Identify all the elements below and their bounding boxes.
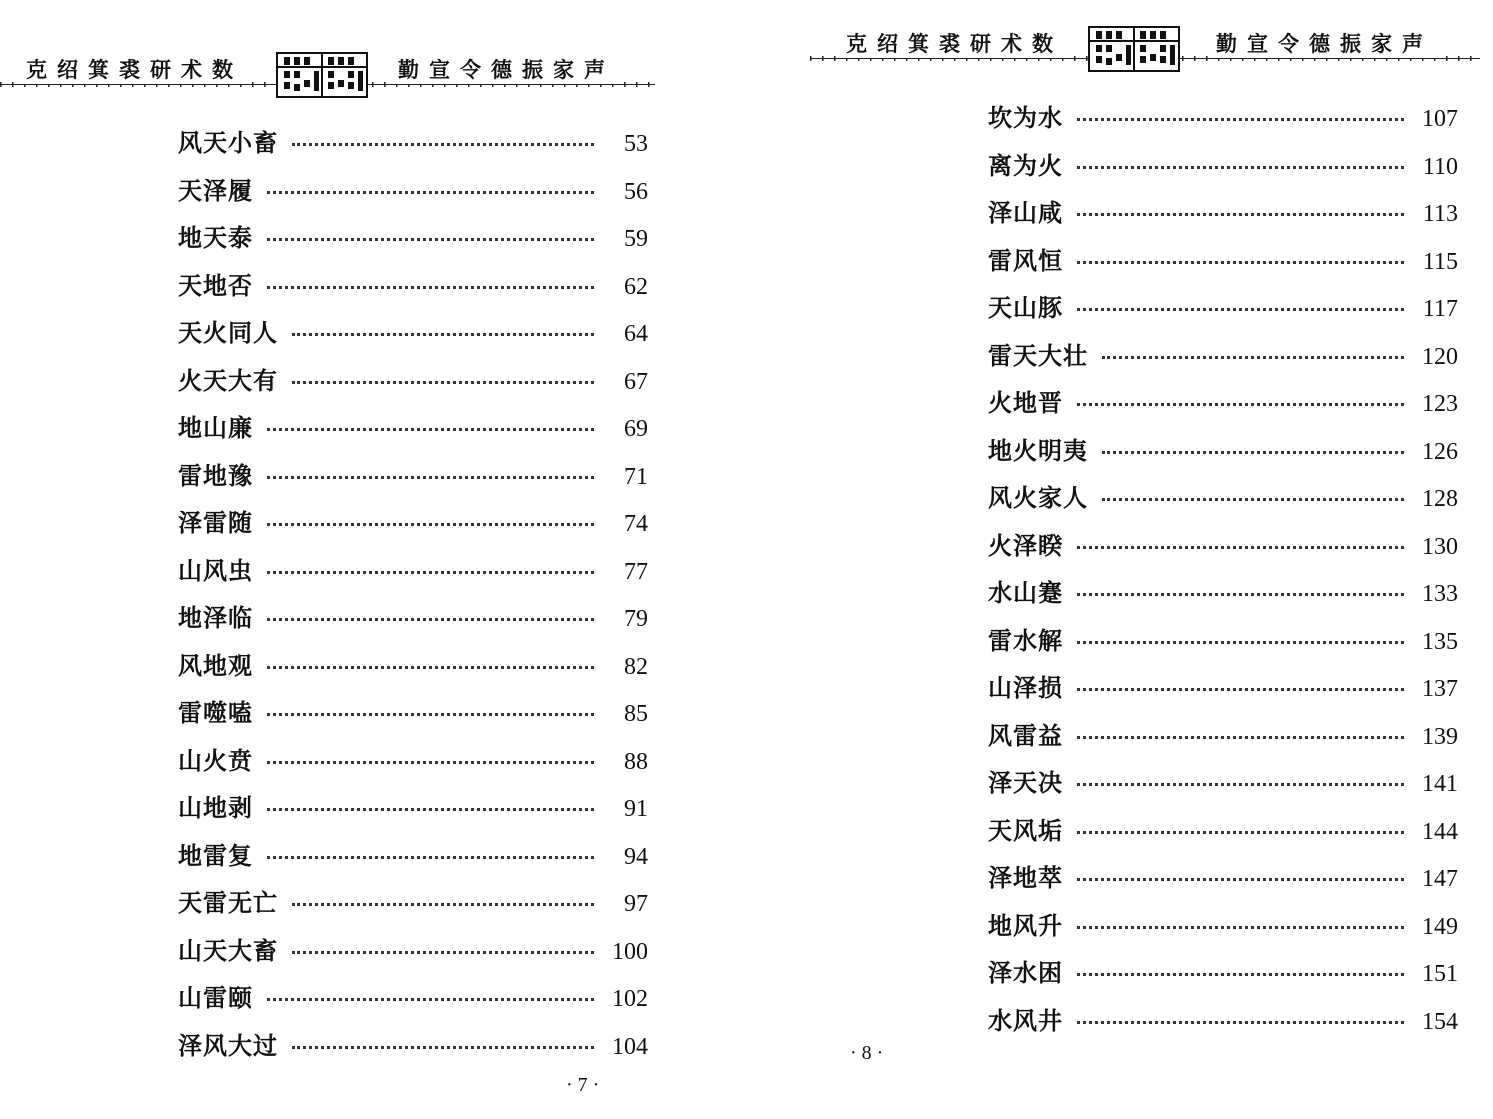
toc-entry xyxy=(988,238,1458,286)
toc-entry-title: 风火家人 xyxy=(988,484,1088,512)
toc-entry-title: 火泽睽 xyxy=(988,531,1063,560)
dot-leader xyxy=(1077,308,1404,311)
dot-leader xyxy=(292,1046,594,1049)
dot-leader xyxy=(267,618,594,621)
toc-entry-title: 地山廉 xyxy=(178,414,253,442)
toc-entry xyxy=(178,738,648,786)
toc-entry-title: 山地剥 xyxy=(178,794,253,822)
toc-entry xyxy=(178,975,648,1023)
toc-entry xyxy=(178,500,648,548)
dot-leader xyxy=(1077,166,1404,169)
toc-entry xyxy=(988,380,1458,428)
toc-entry-title: 雷风恒 xyxy=(988,246,1063,275)
toc-entry-title: 泽雷随 xyxy=(178,509,253,537)
toc-entry xyxy=(178,120,648,168)
dot-leader xyxy=(267,476,594,479)
page-number: · 7 · xyxy=(566,1074,600,1096)
toc-entry-title: 水风井 xyxy=(988,1006,1063,1035)
toc-entry-title: 山风虫 xyxy=(178,556,253,585)
running-header xyxy=(810,22,1480,82)
toc-entry xyxy=(988,523,1458,571)
toc-entry-page: 56 xyxy=(624,178,648,205)
header-motto-left: 克绍箕裘研术数 xyxy=(22,54,247,84)
dot-leader xyxy=(267,571,594,574)
toc-entry xyxy=(988,143,1458,191)
toc-entry-title: 泽风大过 xyxy=(178,1031,278,1060)
toc-entry-title: 天雷无亡 xyxy=(178,889,278,917)
toc-entry xyxy=(178,643,648,691)
toc-entry-title: 地风升 xyxy=(988,911,1063,940)
toc-entry-title: 泽天决 xyxy=(988,769,1063,797)
toc-entry xyxy=(988,618,1458,666)
toc-entry-title: 山雷颐 xyxy=(178,984,253,1012)
dot-leader xyxy=(1102,356,1404,359)
toc-entry-page: 154 xyxy=(1422,1008,1458,1035)
toc-entry-page: 82 xyxy=(624,653,648,680)
toc-entry-page: 67 xyxy=(624,368,648,395)
abacus-icon xyxy=(1088,26,1180,72)
toc-entry xyxy=(178,263,648,311)
toc-entry-page: 88 xyxy=(624,748,648,775)
table-of-contents xyxy=(988,95,1458,1045)
toc-entry-page: 59 xyxy=(624,226,648,252)
dot-leader xyxy=(1077,641,1404,644)
dot-leader xyxy=(292,951,594,954)
toc-entry-title: 山天大畜 xyxy=(178,936,278,965)
toc-entry-title: 山火贲 xyxy=(178,746,253,775)
toc-entry-title: 火天大有 xyxy=(178,366,278,395)
dot-leader xyxy=(1102,451,1404,454)
toc-entry xyxy=(988,760,1458,808)
header-motto-right: 勤宣令德振家声 xyxy=(394,54,619,84)
right-page xyxy=(755,0,1493,1119)
toc-entry-title: 天泽履 xyxy=(178,176,253,205)
toc-entry-title: 雷噬嗑 xyxy=(178,699,253,727)
header-motto-left: 克绍箕裘研术数 xyxy=(842,28,1067,58)
toc-entry-page: 91 xyxy=(624,796,648,822)
toc-entry xyxy=(988,475,1458,523)
dot-leader xyxy=(292,143,594,146)
toc-entry-title: 天风垢 xyxy=(988,816,1063,845)
toc-entry-page: 144 xyxy=(1422,818,1458,845)
toc-entry-page: 62 xyxy=(624,273,648,300)
toc-entry-page: 120 xyxy=(1422,343,1458,370)
toc-entry-page: 97 xyxy=(624,891,648,917)
dot-leader xyxy=(1077,261,1404,264)
toc-entry xyxy=(178,215,648,263)
toc-entry-title: 雷天大壮 xyxy=(988,341,1088,370)
header-motto-right: 勤宣令德振家声 xyxy=(1212,28,1437,58)
dot-leader xyxy=(267,428,594,431)
toc-entry xyxy=(988,903,1458,951)
table-of-contents xyxy=(178,120,648,1070)
toc-entry-page: 135 xyxy=(1422,628,1458,655)
dot-leader xyxy=(1102,498,1404,501)
dot-leader xyxy=(267,238,594,241)
toc-entry-title: 地泽临 xyxy=(178,604,253,632)
toc-entry xyxy=(988,333,1458,381)
toc-entry-page: 107 xyxy=(1422,106,1458,132)
toc-entry-page: 126 xyxy=(1422,438,1458,465)
left-page xyxy=(0,0,740,1119)
toc-entry-title: 天火同人 xyxy=(178,319,278,347)
toc-entry-page: 102 xyxy=(612,986,648,1012)
dot-leader xyxy=(267,523,594,526)
toc-entry xyxy=(178,548,648,596)
toc-entry-page: 104 xyxy=(612,1033,648,1060)
toc-entry-title: 地雷复 xyxy=(178,841,253,870)
toc-entry-title: 地火明夷 xyxy=(988,436,1088,465)
toc-entry-title: 雷地豫 xyxy=(178,461,253,490)
toc-entry-page: 77 xyxy=(624,558,648,585)
dot-leader xyxy=(292,903,594,906)
dot-leader xyxy=(1077,973,1404,976)
dot-leader xyxy=(267,808,594,811)
toc-entry-title: 泽山咸 xyxy=(988,199,1063,227)
dot-leader xyxy=(1077,783,1404,786)
dot-leader xyxy=(1077,736,1404,739)
dot-leader xyxy=(1077,878,1404,881)
toc-entry-page: 79 xyxy=(624,606,648,632)
toc-entry-title: 坎为水 xyxy=(988,104,1063,132)
toc-entry-page: 141 xyxy=(1422,771,1458,797)
page-number: · 8 · xyxy=(850,1042,884,1064)
toc-entry-title: 风雷益 xyxy=(988,721,1063,750)
toc-entry xyxy=(178,405,648,453)
toc-entry-page: 151 xyxy=(1422,961,1458,987)
toc-entry-page: 128 xyxy=(1422,486,1458,512)
dot-leader xyxy=(1077,593,1404,596)
toc-entry-page: 113 xyxy=(1422,201,1458,227)
dot-leader xyxy=(267,761,594,764)
toc-entry-title: 离为火 xyxy=(988,151,1063,180)
toc-entry xyxy=(178,785,648,833)
toc-entry xyxy=(988,713,1458,761)
dot-leader xyxy=(1077,403,1404,406)
dot-leader xyxy=(292,381,594,384)
dot-leader xyxy=(1077,213,1404,216)
toc-entry-title: 泽地萃 xyxy=(988,864,1063,892)
toc-entry-page: 133 xyxy=(1422,581,1458,607)
toc-entry-title: 雷水解 xyxy=(988,626,1063,655)
toc-entry-page: 64 xyxy=(624,321,648,347)
toc-entry xyxy=(178,690,648,738)
toc-entry-title: 风地观 xyxy=(178,651,253,680)
toc-entry-title: 天山豚 xyxy=(988,294,1063,322)
dot-leader xyxy=(267,666,594,669)
toc-entry xyxy=(178,833,648,881)
dot-leader xyxy=(1077,831,1404,834)
toc-entry-page: 69 xyxy=(624,416,648,442)
toc-entry xyxy=(178,1023,648,1071)
dot-leader xyxy=(267,998,594,1001)
dot-leader xyxy=(1077,118,1404,121)
toc-entry-title: 水山蹇 xyxy=(988,579,1063,607)
toc-entry xyxy=(988,570,1458,618)
toc-entry xyxy=(988,855,1458,903)
toc-entry xyxy=(988,808,1458,856)
abacus-icon xyxy=(276,52,368,98)
toc-entry-title: 地天泰 xyxy=(178,224,253,252)
dot-leader xyxy=(1077,546,1404,549)
dot-leader xyxy=(1077,926,1404,929)
toc-entry-page: 85 xyxy=(624,701,648,727)
toc-entry xyxy=(988,998,1458,1046)
dot-leader xyxy=(1077,688,1404,691)
toc-entry xyxy=(178,595,648,643)
toc-entry xyxy=(178,310,648,358)
toc-entry-title: 泽水困 xyxy=(988,959,1063,987)
toc-entry xyxy=(178,453,648,501)
toc-entry-page: 139 xyxy=(1422,723,1458,750)
toc-entry-page: 53 xyxy=(624,131,648,157)
toc-entry xyxy=(178,928,648,976)
toc-entry-page: 115 xyxy=(1422,248,1458,275)
dot-leader xyxy=(1077,1021,1404,1024)
toc-entry-page: 74 xyxy=(624,511,648,537)
toc-entry xyxy=(988,285,1458,333)
toc-entry-title: 火地晋 xyxy=(988,389,1063,417)
toc-entry-page: 147 xyxy=(1422,866,1458,892)
dot-leader xyxy=(292,333,594,336)
toc-entry xyxy=(178,880,648,928)
dot-leader xyxy=(267,713,594,716)
toc-entry-page: 130 xyxy=(1422,533,1458,560)
toc-entry-title: 山泽损 xyxy=(988,674,1063,702)
dot-leader xyxy=(267,286,594,289)
toc-entry xyxy=(988,950,1458,998)
toc-entry-page: 123 xyxy=(1422,391,1458,417)
toc-entry-page: 94 xyxy=(624,843,648,870)
toc-entry-page: 100 xyxy=(612,938,648,965)
dot-leader xyxy=(267,856,594,859)
toc-entry-page: 137 xyxy=(1422,676,1458,702)
toc-entry xyxy=(988,190,1458,238)
toc-entry xyxy=(988,665,1458,713)
toc-entry-page: 71 xyxy=(624,463,648,490)
toc-entry-page: 149 xyxy=(1422,913,1458,940)
toc-entry xyxy=(988,428,1458,476)
toc-entry-page: 117 xyxy=(1422,296,1458,322)
toc-entry xyxy=(178,358,648,406)
toc-entry-page: 110 xyxy=(1422,153,1458,180)
toc-entry-title: 风天小畜 xyxy=(178,129,278,157)
running-header xyxy=(0,48,655,108)
toc-entry xyxy=(988,95,1458,143)
toc-entry-title: 天地否 xyxy=(178,271,253,300)
dot-leader xyxy=(267,191,594,194)
toc-entry xyxy=(178,168,648,216)
